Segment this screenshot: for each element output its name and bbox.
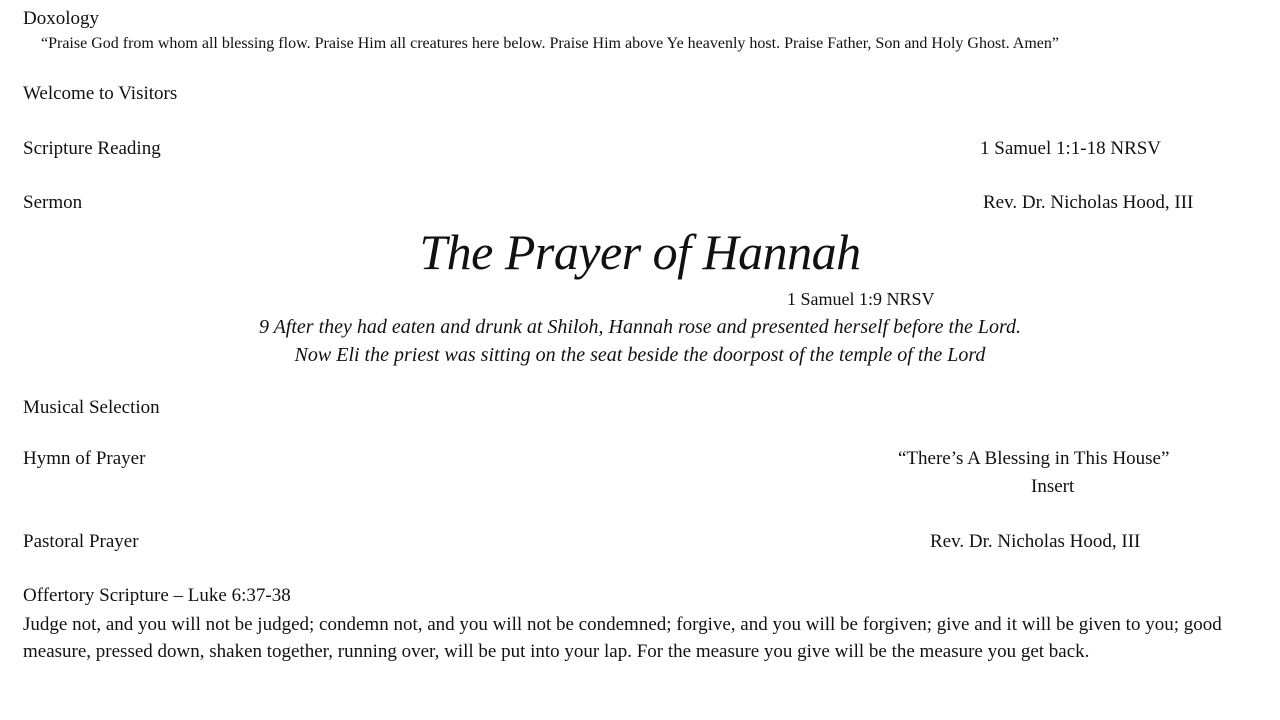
sermon-verse-line-2: Now Eli the priest was sitting on the seat beside the doorpost of the temple of the Lord xyxy=(294,344,986,366)
pastoral-prayer-heading: Pastoral Prayer xyxy=(23,531,139,552)
welcome-heading: Welcome to Visitors xyxy=(23,83,178,104)
sermon-verse-line-1: 9 After they had eaten and drunk at Shiloh, Hannah rose and presented herself before the Lord. xyxy=(258,316,1022,338)
sermon-heading: Sermon xyxy=(23,192,83,213)
doxology-text: “Praise God from whom all blessing flow. Praise Him all creatures here below. Praise Him above Ye heavenly host. Praise Father, Son and Holy Ghost. Amen” xyxy=(41,35,1059,52)
scripture-reading-reference: 1 Samuel 1:1-18 NRSV xyxy=(980,138,1162,159)
sermon-title: The Prayer of Hannah xyxy=(419,224,861,280)
sermon-verse-reference: 1 Samuel 1:9 NRSV xyxy=(787,289,935,309)
hymn-song-title: “There’s A Blessing in This House” xyxy=(898,448,1170,469)
doxology-heading: Doxology xyxy=(23,8,99,29)
offertory-text: Judge not, and you will not be judged; condemn not, and you will not be condemned; forgive, and you will be forgiven; give and it will be given to you; good measure, pressed down, shaken together, running over, will be put into your lap. For the measure you give will be the measure you get back. xyxy=(23,614,1222,662)
offertory-heading: Offertory Scripture – Luke 6:37-38 xyxy=(23,585,291,606)
hymn-of-prayer-heading: Hymn of Prayer xyxy=(23,448,146,469)
scripture-reading-heading: Scripture Reading xyxy=(23,138,161,159)
sermon-preacher: Rev. Dr. Nicholas Hood, III xyxy=(983,192,1194,213)
pastoral-prayer-leader: Rev. Dr. Nicholas Hood, III xyxy=(930,531,1141,552)
hymn-insert-note: Insert xyxy=(1031,476,1075,497)
musical-selection-heading: Musical Selection xyxy=(23,397,160,418)
